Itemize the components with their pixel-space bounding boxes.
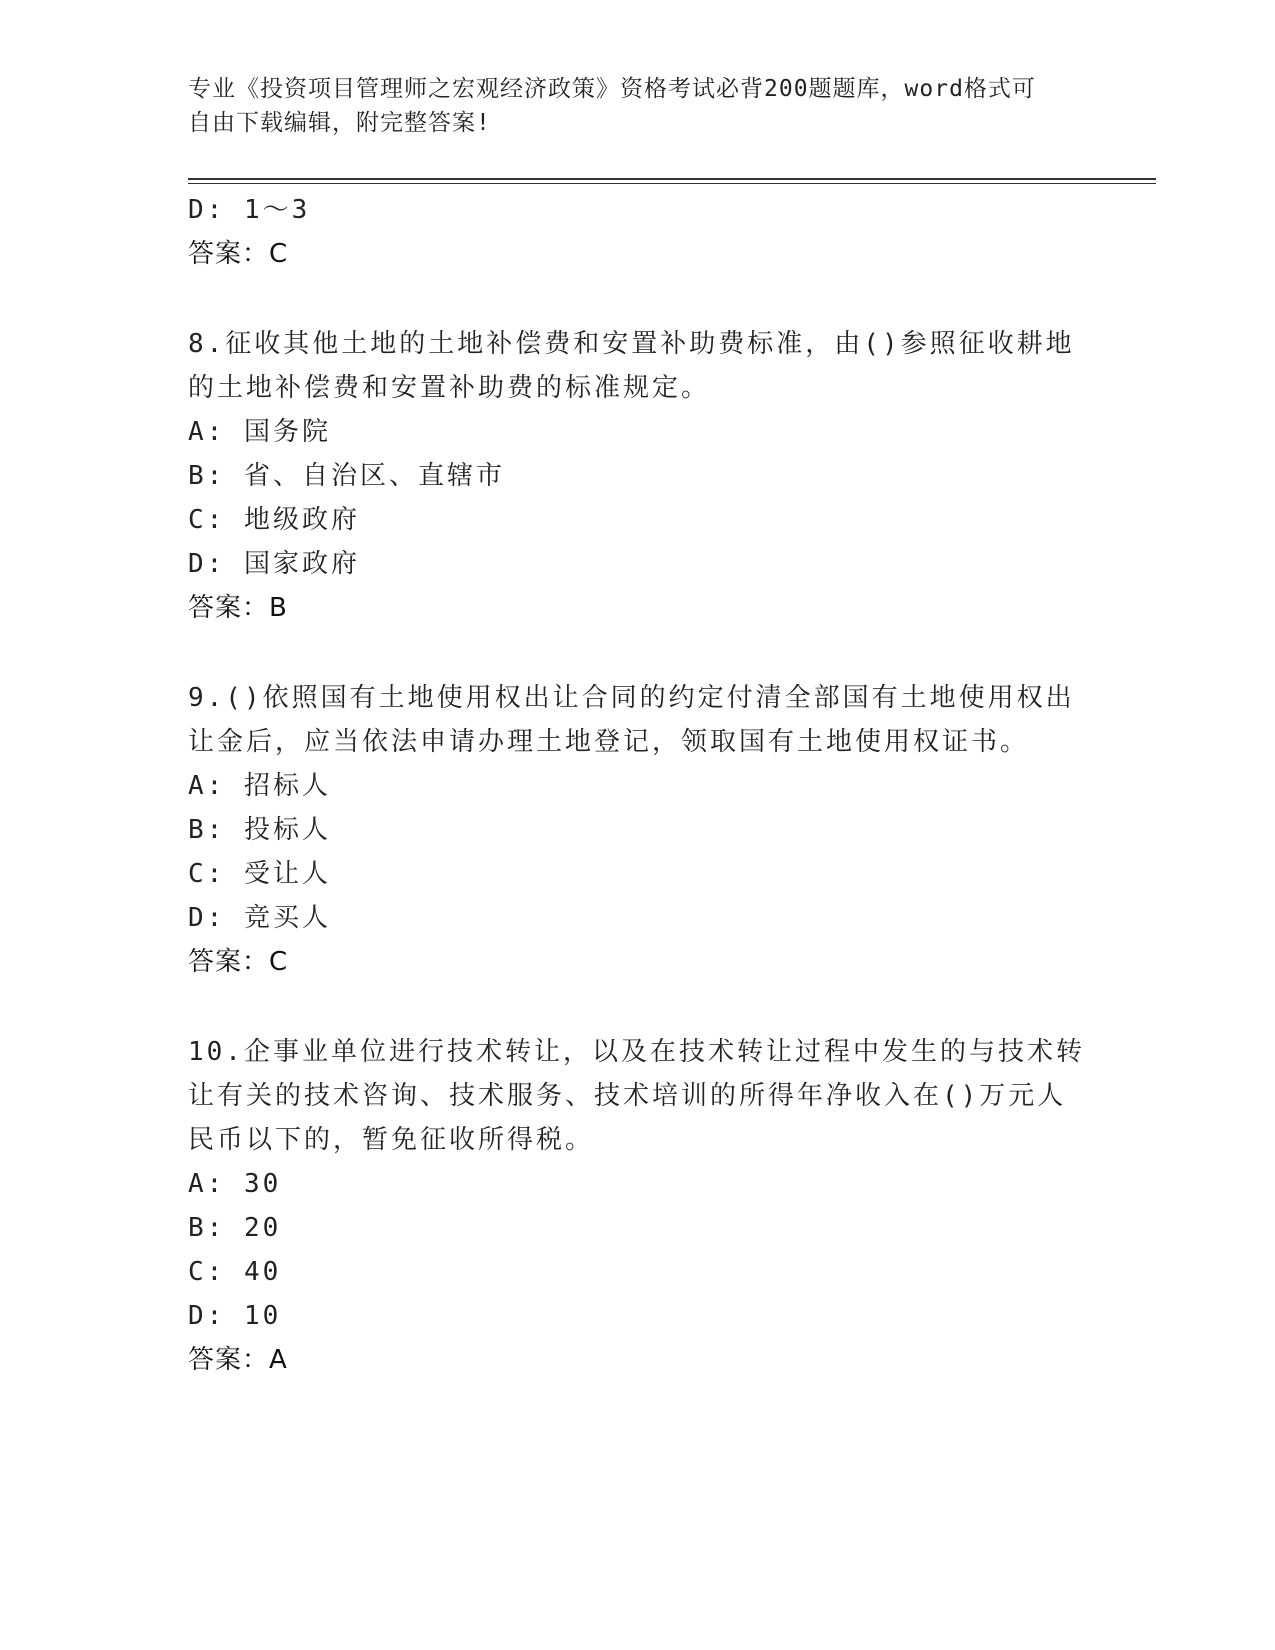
question-stem-line: 10.企事业单位进行技术转让，以及在技术转让过程中发生的与技术转: [188, 1037, 1085, 1067]
document-header: [188, 72, 1088, 140]
option-d: D: 10: [188, 1301, 282, 1331]
answer: 答案：C: [188, 947, 289, 977]
question-stem-line: 民币以下的，暂免征收所得税。: [188, 1125, 595, 1155]
answer: 答案：A: [188, 1345, 288, 1375]
question-stem-line: 的土地补偿费和安置补助费的标准规定。: [188, 373, 711, 403]
option-b: B: 投标人: [188, 815, 331, 845]
option-a: A: 国务院: [188, 417, 331, 447]
prev-question-answer: 答案：C: [188, 239, 289, 269]
header-line-2: 自由下载编辑，附完整答案!: [188, 110, 491, 136]
question-stem-line: 9.()依照国有土地使用权出让合同的约定付清全部国有土地使用权出: [188, 683, 1075, 713]
question-stem-line: 8.征收其他土地的土地补偿费和安置补助费标准，由()参照征收耕地: [188, 329, 1075, 359]
option-c: C: 地级政府: [188, 505, 360, 535]
option-a: A: 30: [188, 1169, 282, 1199]
option-b: B: 20: [188, 1213, 282, 1243]
answer: 答案：B: [188, 593, 288, 623]
prev-question-option-d: D: 1～3: [188, 195, 311, 225]
option-d: D: 竞买人: [188, 903, 331, 933]
header-divider-thick: [188, 178, 1156, 180]
question-stem-line: 让有关的技术咨询、技术服务、技术培训的所得年净收入在()万元人: [188, 1081, 1067, 1111]
option-b: B: 省、自治区、直辖市: [188, 461, 505, 491]
option-d: D: 国家政府: [188, 549, 360, 579]
option-c: C: 40: [188, 1257, 282, 1287]
option-c: C: 受让人: [188, 859, 331, 889]
header-divider-thin: [188, 183, 1156, 184]
option-a: A: 招标人: [188, 771, 331, 801]
header-line-1: 专业《投资项目管理师之宏观经济政策》资格考试必背200题题库，word格式可: [188, 76, 1036, 102]
question-stem-line: 让金后，应当依法申请办理土地登记，领取国有土地使用权证书。: [188, 727, 1030, 757]
